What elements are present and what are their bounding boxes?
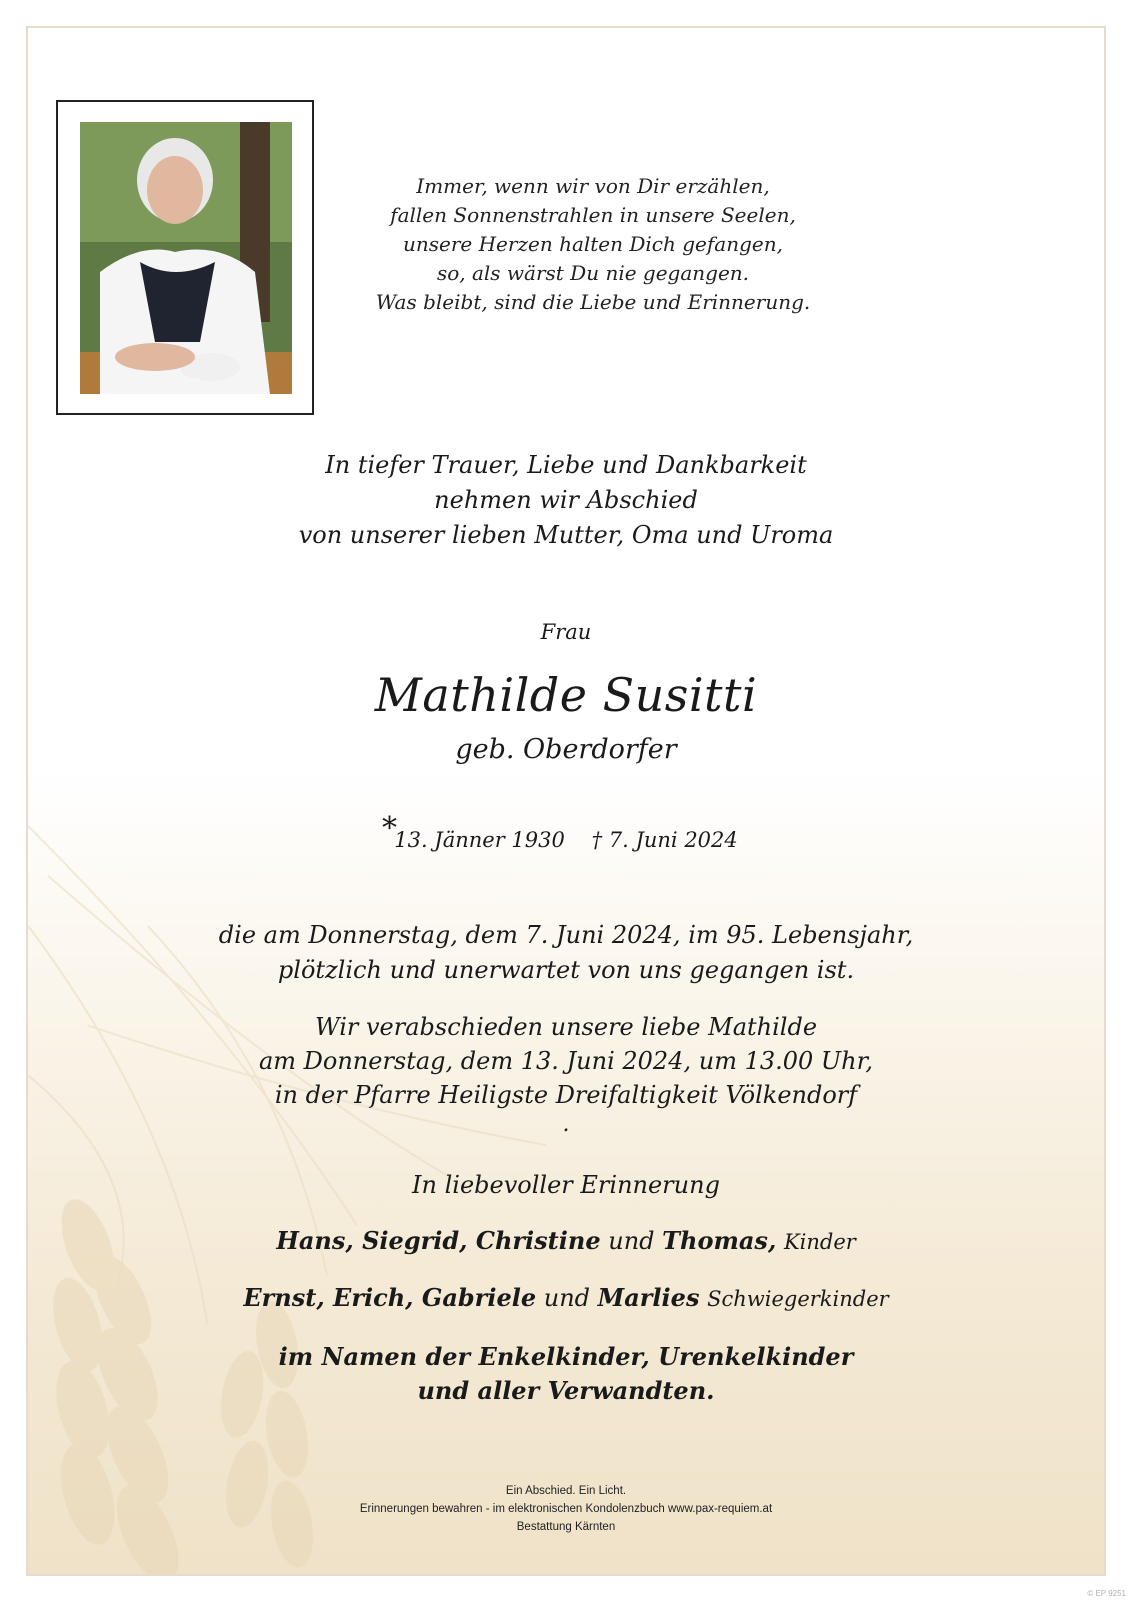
poem-line: so, als wärst Du nie gegangen. — [436, 261, 750, 285]
in-laws-relation: Schwiegerkinder — [707, 1287, 889, 1311]
separator: . — [562, 1112, 570, 1137]
corner-code: © EP 9251 — [1087, 1589, 1126, 1598]
obituary-card — [26, 26, 1106, 1576]
in-laws-names: Ernst, Erich, Gabriele — [243, 1283, 537, 1312]
children-line — [28, 1226, 1104, 1255]
salutation: Frau — [540, 620, 592, 644]
death-notice-line: plötzlich und unerwartet von uns gegangen ist. — [277, 956, 855, 984]
life-dates — [28, 828, 1104, 852]
poem — [358, 172, 828, 317]
death-notice — [28, 918, 1104, 988]
death-notice-line: die am Donnerstag, dem 7. Juni 2024, im 95. Lebensjahr, — [218, 921, 914, 949]
closing-text — [28, 1340, 1104, 1408]
closing-line: im Namen der Enkelkinder, Urenkelkinder — [278, 1342, 854, 1371]
poem-line: Was bleibt, sind die Liebe und Erinnerung. — [375, 290, 811, 314]
in-laws-line — [28, 1283, 1104, 1312]
children-names: Hans, Siegrid, Christine — [276, 1226, 601, 1255]
footer-undertaker: Bestattung Kärnten — [516, 1521, 616, 1533]
memory-line: In liebevoller Erinnerung — [412, 1171, 720, 1199]
birth-date: 13. Jänner 1930 — [394, 828, 565, 852]
birth-symbol: * — [382, 811, 397, 846]
in-laws-and: und — [543, 1284, 591, 1312]
portrait-photo — [80, 122, 292, 394]
intro-text — [28, 448, 1104, 553]
portrait-frame — [56, 100, 314, 415]
intro-line: von unserer lieben Mutter, Oma und Uroma — [298, 521, 834, 549]
footer-condolence-link[interactable]: Erinnerungen bewahren - im elektronischen Kondolenzbuch www.pax-requiem.at — [359, 1503, 773, 1515]
intro-line: In tiefer Trauer, Liebe und Dankbarkeit — [325, 451, 807, 479]
poem-line: fallen Sonnenstrahlen in unsere Seelen, — [390, 203, 796, 227]
funeral-line: in der Pfarre Heiligste Dreifaltigkeit Völkendorf — [274, 1081, 858, 1109]
in-laws-last: Marlies — [597, 1283, 700, 1312]
birth-name: geb. Oberdorfer — [455, 734, 677, 765]
footer — [28, 1482, 1104, 1536]
poem-line: Immer, wenn wir von Dir erzählen, — [416, 174, 770, 198]
death-date: † 7. Juni 2024 — [591, 828, 738, 852]
children-and: und — [608, 1227, 655, 1255]
children-last: Thomas, — [662, 1226, 777, 1255]
funeral-line: am Donnerstag, dem 13. Juni 2024, um 13.00 Uhr, — [258, 1047, 874, 1075]
intro-line: nehmen wir Abschied — [434, 486, 698, 514]
closing-line: und aller Verwandten. — [417, 1376, 715, 1405]
children-relation: Kinder — [783, 1230, 856, 1254]
poem-line: unsere Herzen halten Dich gefangen, — [403, 232, 783, 256]
funeral-info — [28, 1010, 1104, 1112]
deceased-name: Mathilde Susitti — [374, 668, 758, 722]
footer-tagline: Ein Abschied. Ein Licht. — [505, 1485, 627, 1497]
funeral-line: Wir verabschieden unsere liebe Mathilde — [314, 1013, 818, 1041]
